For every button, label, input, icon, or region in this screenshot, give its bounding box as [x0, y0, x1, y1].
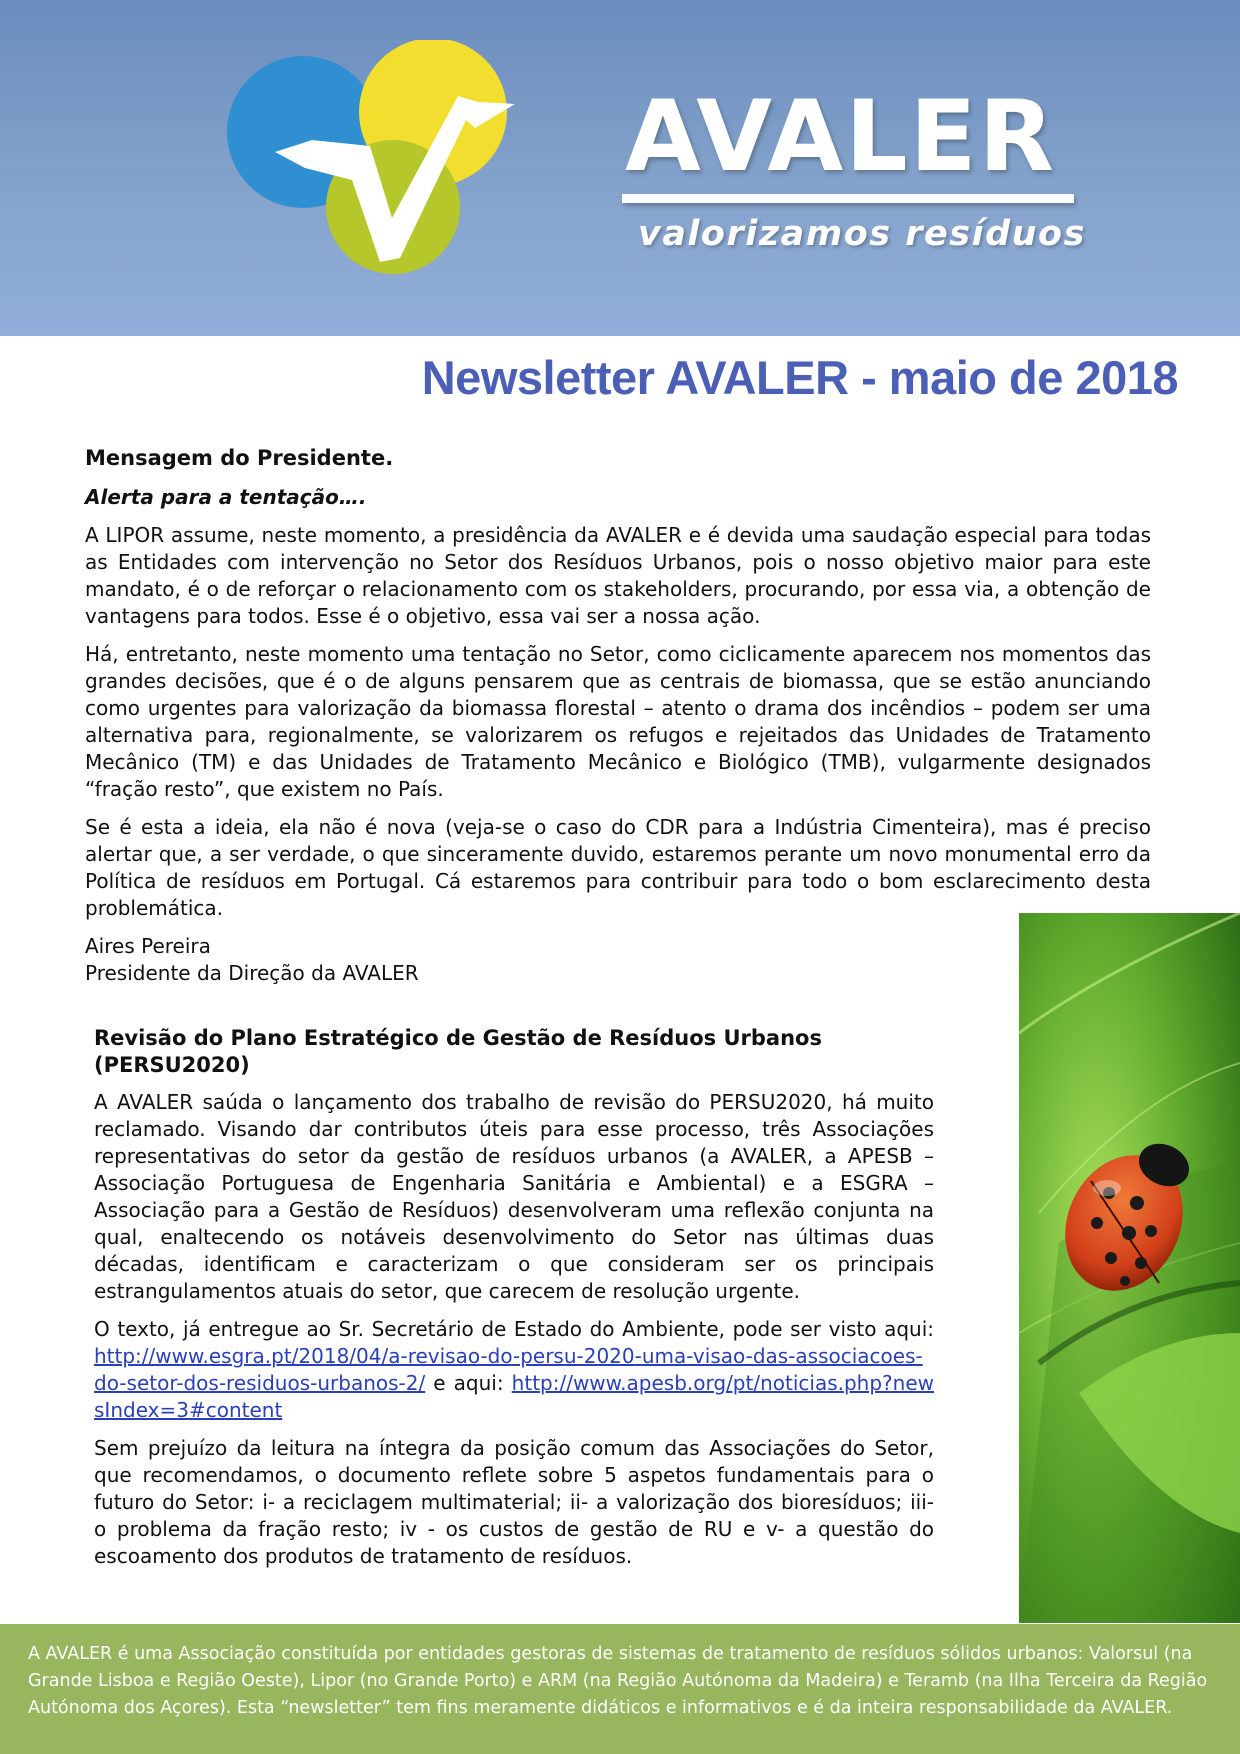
apesb-link[interactable]: http://www.apesb.org/pt/noticias.php?newsIndex=3#content: [94, 1371, 934, 1422]
persu-links-paragraph: [94, 1316, 934, 1424]
brand-divider: [622, 194, 1074, 203]
brand-name: AVALER: [625, 80, 1057, 194]
ladybug-icon: [1019, 913, 1240, 1623]
footer-text: A AVALER é uma Associação constituída por entidades gestoras de sistemas de tratamento de resíduos sólidos urbanos: Valorsul (na Grande Lisboa e Região Oeste), Lipor (no Grande Porto) e ARM (na Região Autónoma da Madeira) e Teramb (na Ilha Terceira da Região Autónoma dos Açores). Esta “newsletter” tem fins meramente didáticos e informativos e é da inteira responsabilidade da AVALER.: [28, 1644, 1208, 1718]
president-message-section: [85, 445, 1151, 987]
president-paragraph: Há, entretanto, neste momento uma tentação no Setor, como ciclicamente aparecem nos momentos das grandes decisões, que é o de alguns pensarem que as centrais de biomassa, que se estão anunciando como urgentes para valorização da biomassa florestal – atento o drama dos incêndios – podem ser uma alternativa para, regionalmente, se valorizarem os refugos e rejeitados das Unidades de Tratamento Mecânico (TM) e das Unidades de Tratamento Mecânico e Biológico (TMB), vulgarmente designados “fração resto”, que existem no País.: [85, 642, 1151, 801]
esgra-link[interactable]: http://www.esgra.pt/2018/04/a-revisao-do-persu-2020-uma-visao-das-associacoes-do-setor-dos-residuos-urbanos-2/: [94, 1344, 923, 1395]
president-message-heading: Mensagem do Presidente.: [85, 446, 394, 470]
ladybug-on-leaf-image: [1019, 913, 1240, 1623]
footer: [0, 1624, 1240, 1754]
link-join-text: e aqui:: [425, 1371, 512, 1395]
persu-paragraph: Sem prejuízo da leitura na íntegra da posição comum das Associações do Setor, que recomendamos, o documento reflete sobre 5 aspetos fundamentais para o futuro do Setor: i- a reciclagem multimaterial; ii- a valorização dos bioresíduos; iii- o problema da fração resto; iv - os custos de gestão de RU e v- a questão do escoamento dos produtos de tratamento de resíduos.: [94, 1436, 934, 1568]
link-intro-text: O texto, já entregue ao Sr. Secretário de Estado do Ambiente, pode ser visto aqui:: [94, 1317, 934, 1341]
signature-role: Presidente da Direção da AVALER: [85, 961, 419, 985]
avaler-logo-icon: [220, 40, 580, 290]
persu-paragraph: A AVALER saúda o lançamento dos trabalho de revisão do PERSU2020, há muito reclamado. Visando dar contributos úteis para esse processo, três Associações representativas do setor da gestão de resíduos urbanos (a AVALER, a APESB – Associação Portuguesa de Engenharia Sanitária e Ambiental) e a ESGRA – Associação para a Gestão de Resíduos) desenvolveram uma reflexão conjunta na qual, enaltecendo os notáveis desenvolvimento do Setor nas últimas duas décadas, identificam e caracterizam o que consideram ser os principais estrangulamentos atuais do setor, que carecem de resolução urgente.: [94, 1090, 934, 1303]
president-paragraph: A LIPOR assume, neste momento, a presidência da AVALER e é devida uma saudação especial para todas as Entidades com intervenção no Setor dos Resíduos Urbanos, pois o nosso objetivo maior para este mandato, é o de reforçar o relacionamento com os stakeholders, procurando, por essa via, a obtenção de vantagens para todos. Esse é o objetivo, essa vai ser a nossa ação.: [85, 523, 1151, 628]
persu-heading: Revisão do Plano Estratégico de Gestão de Resíduos Urbanos (PERSU2020): [94, 1026, 822, 1077]
president-message-subheading: Alerta para a tentação….: [85, 485, 367, 509]
persu-section: [94, 1025, 934, 1581]
header-banner: [0, 0, 1240, 336]
signature-name: Aires Pereira: [85, 934, 211, 958]
president-paragraph: Se é esta a ideia, ela não é nova (veja-se o caso do CDR para a Indústria Cimenteira), mas é preciso alertar que, a ser verdade, o que sinceramente duvido, estaremos perante um novo monumental erro da Política de resíduos em Portugal. Cá estaremos para contribuir para todo o bom esclarecimento desta problemática.: [85, 815, 1151, 920]
newsletter-title: Newsletter AVALER - maio de 2018: [421, 351, 1178, 404]
brand-tagline: valorizamos resíduos: [638, 214, 1086, 254]
